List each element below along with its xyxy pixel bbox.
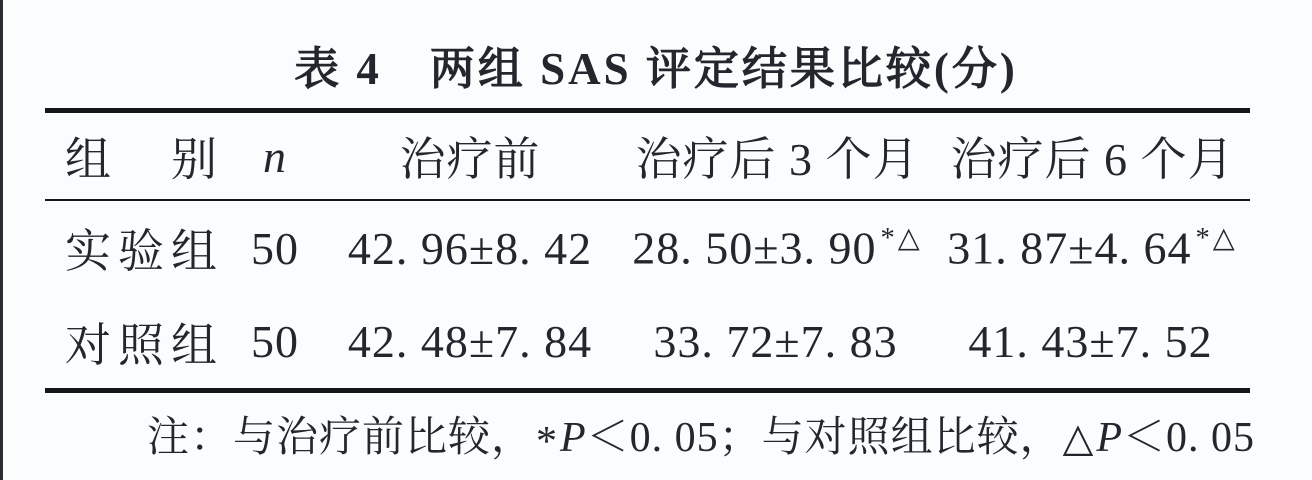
pre-treatment-value: 42. 48±7. 84	[347, 316, 593, 367]
sas-results-table	[45, 108, 1250, 393]
value-text: 31. 87±4. 64	[947, 222, 1192, 274]
significance-markers	[1213, 317, 1217, 348]
p-symbol: P	[1096, 415, 1123, 461]
significance-markers: *△	[1195, 223, 1238, 255]
asterisk-marker: *	[535, 419, 558, 466]
table-row-control	[45, 295, 1250, 388]
value-text: 28. 50±3. 90	[632, 222, 877, 274]
p-symbol: P	[559, 415, 587, 461]
pre-treatment-value: 42. 96±8. 42	[347, 222, 593, 274]
footnote-mid: ＜0. 05；与对照组比较，	[586, 415, 1063, 461]
significance-markers: *△	[880, 223, 923, 255]
post-3-months-value	[620, 221, 935, 274]
value-text: 33. 72±7. 83	[653, 316, 898, 367]
header-post-3-months: 治疗后 3 个月	[635, 134, 920, 185]
header-pre-treatment: 治疗前	[399, 134, 541, 185]
group-cell: 实验组	[65, 226, 224, 277]
post-6-months-value	[935, 315, 1250, 368]
post-6-months-value	[935, 221, 1250, 274]
footnote-label: 注：与治疗前比较，	[146, 415, 534, 461]
post-3-months-value	[620, 315, 935, 368]
table-row-experimental	[45, 201, 1250, 295]
table-footnote	[90, 404, 1312, 464]
n-cell: 50	[251, 316, 299, 367]
table-title: 表 4 两组 SAS 评定结果比较(分)	[294, 44, 1018, 94]
group-cell: 对照组	[65, 319, 224, 371]
value-text: 41. 43±7. 52	[968, 316, 1213, 367]
footnote-tail: ＜0. 05	[1123, 415, 1256, 461]
triangle-marker: △	[1062, 415, 1095, 461]
header-group: 组 别	[65, 134, 224, 185]
table-header-row	[45, 113, 1250, 201]
significance-markers	[898, 317, 902, 348]
header-post-6-months: 治疗后 6 个月	[950, 134, 1235, 185]
n-cell: 50	[251, 222, 299, 274]
header-n: n	[263, 130, 287, 182]
